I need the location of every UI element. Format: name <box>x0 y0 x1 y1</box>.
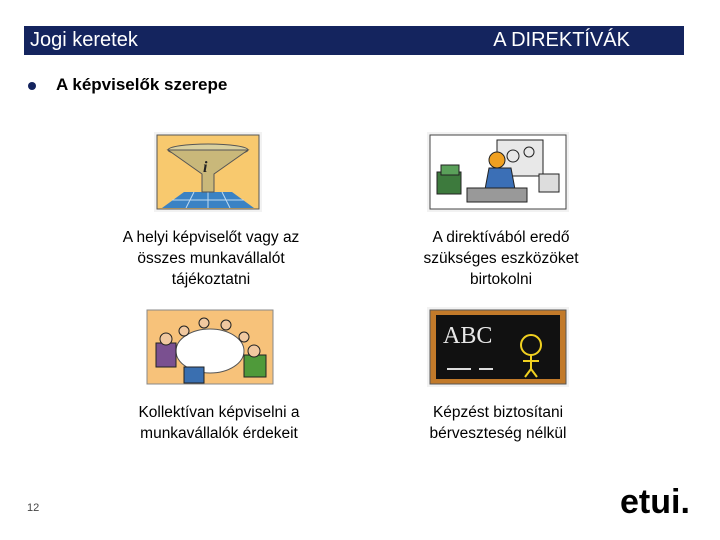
bullet-icon <box>28 82 36 90</box>
information-funnel-icon <box>154 132 262 212</box>
caption-line: összes munkavállalót <box>137 250 285 267</box>
header-right-title: A DIREKTÍVÁK <box>493 29 630 51</box>
caption-line: bérveszteség nélkül <box>429 425 567 442</box>
caption-inform <box>86 227 336 290</box>
caption-represent <box>94 402 344 444</box>
header-left-title: Jogi keretek <box>30 29 138 51</box>
meeting-table-icon <box>144 307 276 387</box>
etui-logo <box>620 482 700 522</box>
caption-line: A helyi képviselőt vagy az <box>122 229 300 246</box>
caption-line: munkavállalók érdekeit <box>140 425 298 442</box>
caption-line: Kollektívan képviselni a <box>138 404 300 421</box>
caption-line: Képzést biztosítani <box>432 404 564 421</box>
caption-training <box>373 402 623 444</box>
board-text: ABC <box>443 323 493 349</box>
funnel-letter: i <box>203 159 208 176</box>
caption-tools <box>376 227 626 290</box>
office-tools-icon <box>427 132 569 212</box>
caption-line: tájékoztatni <box>171 271 251 288</box>
caption-line: A direktívából eredő <box>432 229 570 246</box>
page-number: 12 <box>27 502 40 514</box>
chalkboard-abc-icon <box>427 307 569 387</box>
logo-text: etui. <box>620 483 690 521</box>
section-title: A képviselők szerepe <box>56 75 228 94</box>
caption-line: szükséges eszközöket <box>423 250 579 267</box>
header-bar <box>24 26 684 55</box>
caption-line: birtokolni <box>469 271 533 288</box>
